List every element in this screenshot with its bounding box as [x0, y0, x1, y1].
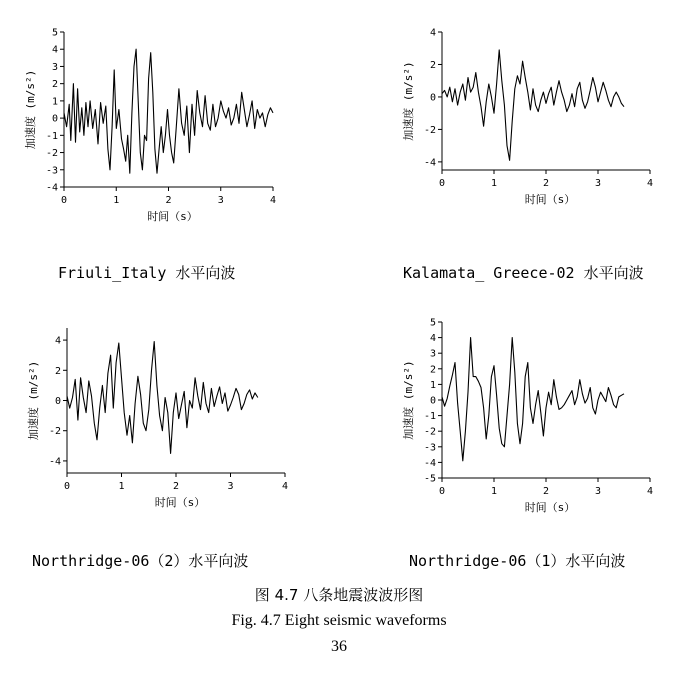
- x-tick-label: 4: [269, 195, 277, 206]
- x-tick-label: 4: [281, 481, 289, 492]
- x-axis-label: 时间（s）: [524, 501, 576, 514]
- figure-caption-en: Fig. 4.7 Eight seismic waveforms: [231, 612, 447, 629]
- y-tick-label: 2: [429, 59, 436, 71]
- y-tick-label: -5: [423, 473, 436, 485]
- waveform-chart: [339, 0, 678, 300]
- waveform-chart: [0, 300, 339, 580]
- y-tick-label: -1: [423, 411, 436, 423]
- y-tick-label: 5: [429, 317, 436, 329]
- y-tick-label: 2: [429, 364, 436, 376]
- waveform-line: [442, 50, 624, 160]
- y-tick-label: -4: [423, 457, 436, 469]
- x-tick-label: 2: [172, 481, 180, 492]
- y-tick-label: 0: [429, 395, 436, 407]
- y-tick-label: 4: [429, 27, 436, 39]
- waveform-line: [67, 342, 258, 454]
- chart-caption: Northridge-06（1）水平向波: [409, 552, 626, 570]
- chart-caption: Kalamata_ Greece-02 水平向波: [403, 264, 644, 282]
- chart-panel: [339, 0, 678, 300]
- y-tick-label: 0: [51, 113, 58, 125]
- y-axis-label: 加速度 (m/s²): [27, 360, 40, 441]
- x-axis-label: 时间（s）: [154, 496, 206, 509]
- chart-panel: [0, 0, 339, 300]
- x-tick-label: 0: [438, 178, 446, 189]
- y-tick-label: -4: [48, 456, 61, 468]
- page-number: 36: [331, 638, 347, 655]
- y-axis-label: 加速度 (m/s²): [402, 61, 415, 141]
- y-axis-label: 加速度 (m/s²): [402, 360, 415, 440]
- y-tick-label: 2: [54, 365, 61, 377]
- x-tick-label: 0: [63, 481, 71, 492]
- chart-panel: [339, 300, 678, 580]
- waveform-chart: [339, 300, 678, 580]
- x-tick-label: 4: [646, 178, 654, 189]
- x-tick-label: 2: [542, 178, 550, 189]
- x-tick-label: 1: [118, 481, 125, 492]
- y-tick-label: 1: [51, 96, 58, 108]
- y-axis-label: 加速度 (m/s²): [24, 69, 37, 150]
- y-tick-label: 0: [429, 92, 436, 104]
- x-tick-label: 1: [490, 486, 498, 497]
- x-axis-label: 时间（s）: [147, 210, 198, 223]
- chart-caption: Friuli_Italy 水平向波: [58, 264, 236, 282]
- x-tick-label: 1: [490, 178, 498, 189]
- x-tick-label: 3: [227, 481, 234, 492]
- y-tick-label: 4: [429, 333, 436, 345]
- x-tick-label: 2: [165, 195, 172, 206]
- y-tick-label: -2: [45, 148, 58, 160]
- y-tick-label: -3: [45, 165, 58, 177]
- y-tick-label: -3: [423, 442, 436, 454]
- y-tick-label: 0: [54, 396, 61, 407]
- x-tick-label: 2: [542, 486, 550, 497]
- y-tick-label: 4: [54, 335, 61, 347]
- y-tick-label: -1: [45, 130, 58, 142]
- waveform-chart: [0, 0, 339, 300]
- x-tick-label: 3: [594, 178, 602, 189]
- chart-panel: [0, 300, 339, 580]
- y-tick-label: 2: [51, 79, 58, 91]
- y-tick-label: 3: [429, 348, 436, 360]
- y-tick-label: -2: [48, 426, 61, 438]
- y-tick-label: 5: [51, 27, 58, 39]
- waveform-line: [442, 338, 624, 461]
- y-tick-label: 4: [51, 44, 58, 56]
- figure-caption-cn: 图 4.7 八条地震波波形图: [254, 586, 424, 604]
- x-tick-label: 0: [438, 486, 446, 497]
- y-tick-label: -4: [423, 157, 436, 169]
- y-tick-label: -2: [423, 426, 436, 438]
- x-tick-label: 3: [217, 195, 224, 206]
- x-axis-label: 时间（s）: [524, 193, 576, 206]
- x-tick-label: 3: [594, 486, 602, 497]
- chart-caption: Northridge-06（2）水平向波: [32, 552, 249, 570]
- y-tick-label: 1: [429, 379, 436, 391]
- y-tick-label: 3: [51, 61, 58, 73]
- y-tick-label: -4: [45, 182, 58, 194]
- waveform-line: [64, 49, 273, 173]
- x-tick-label: 1: [113, 195, 120, 206]
- x-tick-label: 0: [60, 195, 68, 206]
- x-tick-label: 4: [646, 486, 654, 497]
- y-tick-label: -2: [423, 124, 436, 136]
